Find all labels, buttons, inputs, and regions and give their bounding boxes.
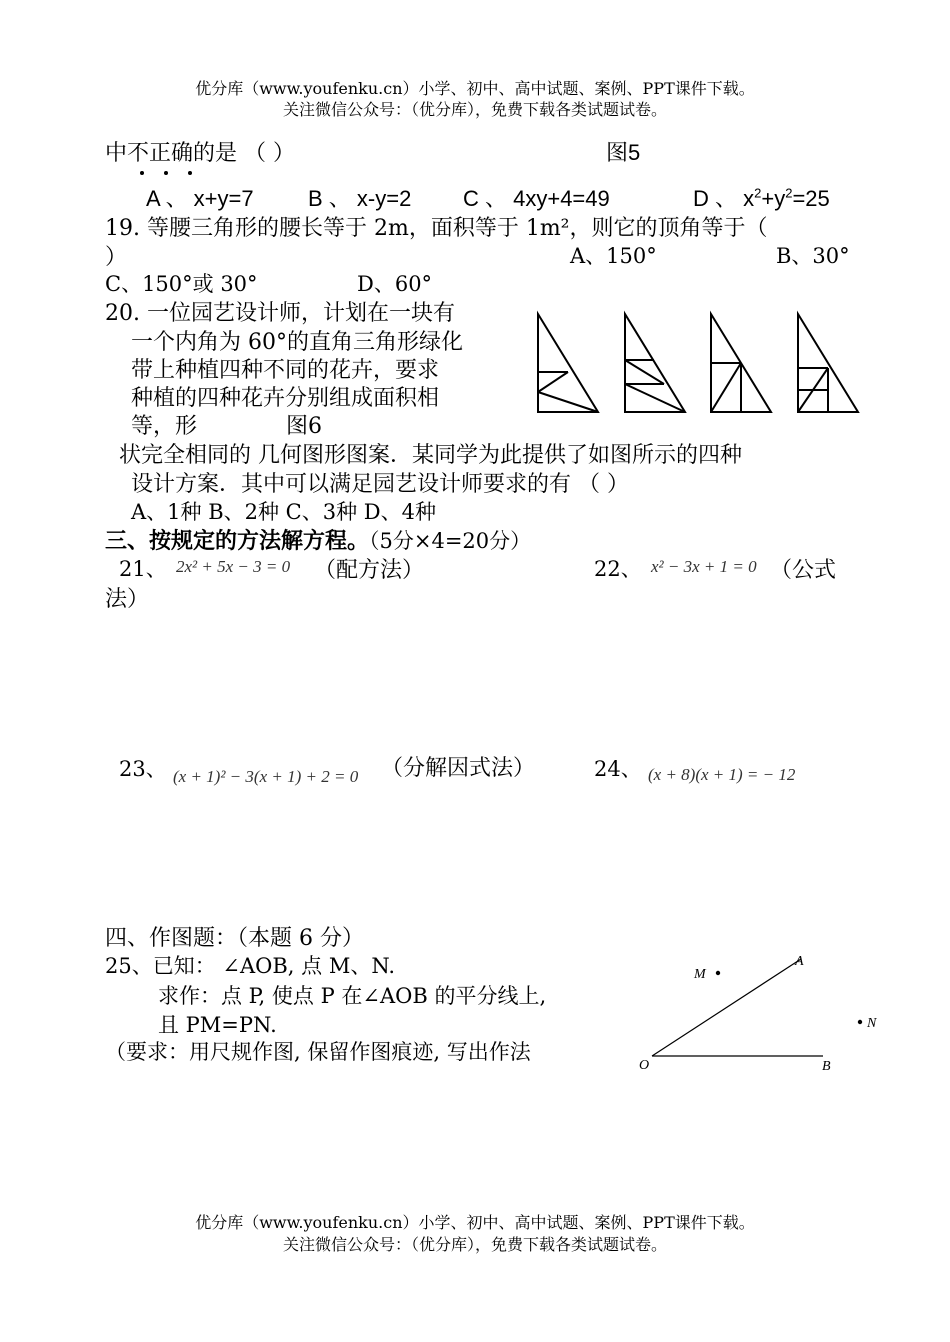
label-o: O [639,1058,650,1073]
q18-option-a: A 、 x+y=7 [146,186,254,211]
footer-line-1: 优分库（www.youfenku.cn）小学、初中、高中试题、案例、PPT课件下载。 [195,1213,755,1232]
header-line-1: 优分库（www.youfenku.cn）小学、初中、高中试题、案例、PPT课件下载。 [195,79,755,98]
q21-equation: 2x² + 5x − 3 = 0 [176,557,291,576]
header-line-2: 关注微信公众号：（优分库），免费下载各类试题试卷。 [282,100,667,119]
section-3-title: 三、按规定的方法解方程。（5分×4=20分） [105,528,532,554]
q25-line-3: 且 PM=PN. [158,1013,277,1037]
q24-number: 24、 [594,757,642,781]
q22-number: 22、 [594,557,642,581]
emphasis-dot [164,171,168,175]
q22-method: （公式 [770,558,837,583]
label-m: M [694,967,706,982]
q19-option-a: A、150° [570,244,657,268]
emphasis-dot [140,171,144,175]
q20-options: A、1种 B、2种 C、3种 D、4种 [131,500,436,524]
q24-equation: (x + 8)(x + 1) = − 12 [648,765,796,784]
q20-line-6: 状完全相同的 几何图形图案．某同学为此提供了如图所示的四种 [119,443,742,468]
q22-method-cont: 法） [105,587,150,612]
design-4 [798,314,858,412]
q20-line-3: 带上种植四种不同的花卉，要求 [131,358,440,383]
label-n: N [867,1016,877,1031]
emphasis-dot [188,171,192,175]
q23-number: 23、 [119,757,167,781]
q19-option-c: C、150°或 30° [105,272,258,296]
section-4-title: 四、作图题：（本题 6 分） [105,926,364,951]
q19-stem: 19. 等腰三角形的腰长等于 2m，面积等于 1m²，则它的顶角等于（ [105,216,768,241]
q20-line-4: 种植的四种花卉分别组成面积相 [131,386,440,411]
q25-line-1: 25、已知： ∠AOB, 点 M、N. [105,954,396,978]
q20-line-1: 20. 一位园艺设计师，计划在一块有 [105,301,455,326]
footer-line-2: 关注微信公众号：（优分库），免费下载各类试题试卷。 [282,1235,667,1254]
label-b: B [822,1059,831,1074]
q25-line-4: （要求：用尺规作图, 保留作图痕迹, 写出作法 [105,1040,531,1064]
q18-stem: 中不正确的是 （ ） [105,141,295,166]
design-1 [538,314,598,412]
q19-option-d: D、60° [357,272,433,296]
point-n [858,1020,862,1024]
label-a: A [795,954,804,969]
q22-equation: x² − 3x + 1 = 0 [651,557,757,576]
q19-paren: ） [105,245,128,270]
q18-option-c: C 、 4xy+4=49 [463,186,610,211]
q23-equation: (x + 1)² − 3(x + 1) + 2 = 0 [173,767,359,786]
q21-method: （配方法） [314,558,425,583]
q20-line-2: 一个内角为 60°的直角三角形绿化 [131,330,463,355]
q20-line-7: 设计方案．其中可以满足园艺设计师要求的有 （ ） [131,472,629,497]
q21-number: 21、 [119,557,167,581]
angle-aob-figure [630,945,890,1080]
ray-oa [652,959,801,1056]
figure-6-designs [530,308,865,418]
q23-method: （分解因式法） [381,756,536,781]
design-3 [711,314,771,412]
q19-option-b: B、30° [776,244,850,268]
design-2 [625,314,685,412]
figure-6-label: 图6 [286,414,322,439]
q25-line-2: 求作：点 P, 使点 P 在∠AOB 的平分线上, [158,984,547,1008]
q18-option-b: B 、 x-y=2 [308,186,412,211]
point-m [716,971,720,975]
q18-option-d: D 、 $x^2+y^2=25$ [693,185,830,211]
figure-5-label: 图5 [606,140,641,165]
q20-line-5: 等，形 [131,414,198,439]
